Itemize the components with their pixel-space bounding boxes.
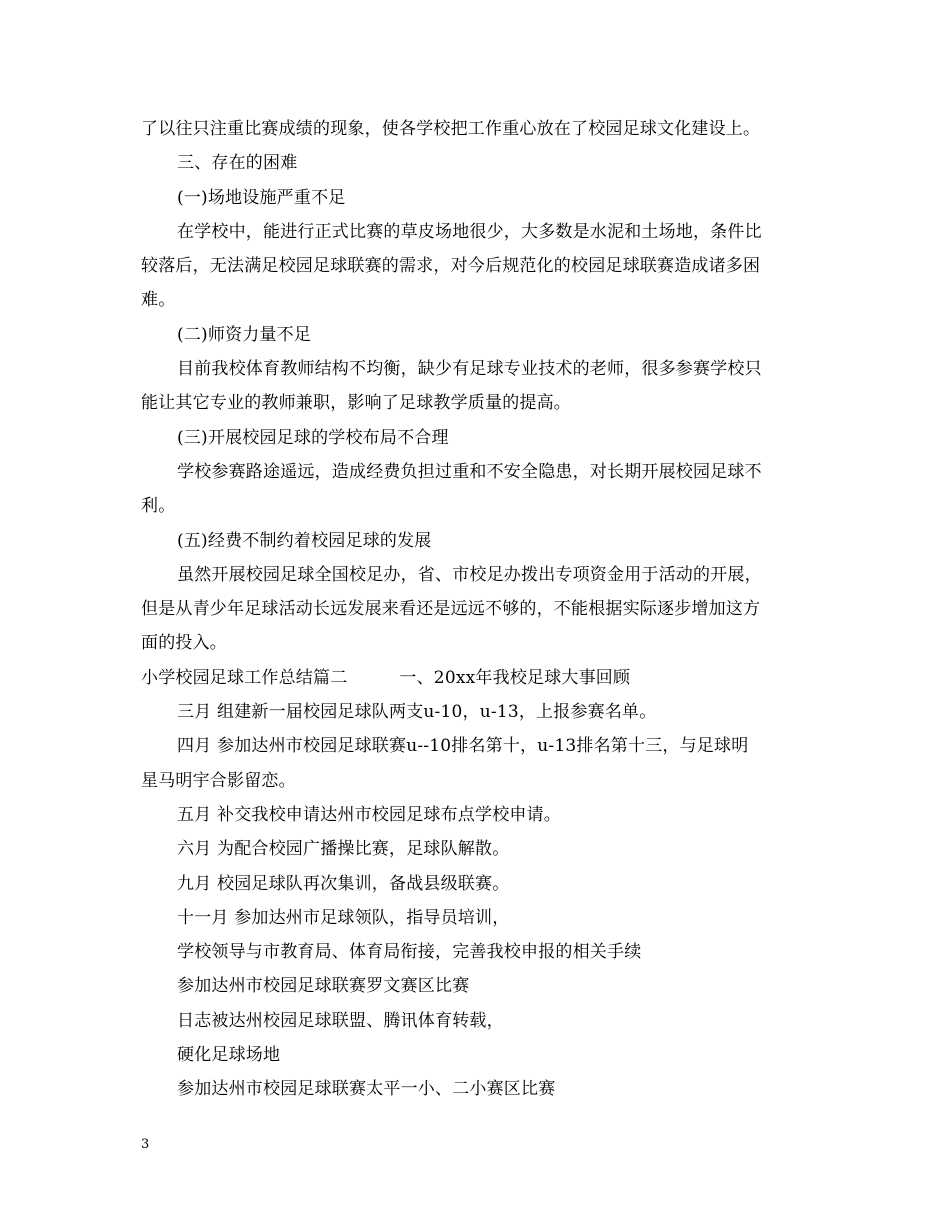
article-subtitle: 一、20xx年我校足球大事回顾 [399, 667, 631, 688]
subsection-heading: (三)开展校园足球的学校布局不合理 [177, 427, 449, 448]
text-line: 难。 [141, 290, 176, 311]
text-line: 较落后，无法满足校园足球联赛的需求，对今后规范化的校园足球联赛造成诸多困 [141, 256, 761, 277]
text-line: 学校参赛路途遥远，造成经费负担过重和不安全隐患，对长期开展校园足球不 [177, 461, 762, 482]
subsection-heading: (五)经费不制约着校园足球的发展 [177, 530, 432, 551]
timeline-item: 参加达州市校园足球联赛太平一小、二小赛区比赛 [177, 1079, 556, 1100]
article-heading-line [141, 661, 813, 695]
timeline-item: 三月 组建新一届校园足球队两支u-10，u-13，上报参赛名单。 [177, 702, 657, 723]
text-line: 在学校中，能进行正式比赛的草皮场地很少，大多数是水泥和土场地，条件比 [177, 221, 762, 242]
text-line: 星马明宇合影留恋。 [141, 770, 296, 791]
timeline-item: 十一月 参加达州市足球领队，指导员培训， [177, 907, 510, 928]
timeline-item: 学校领导与市教育局、体育局衔接，完善我校申报的相关手续 [177, 942, 642, 963]
timeline-item: 参加达州市校园足球联赛罗文赛区比赛 [177, 976, 470, 997]
text-line: 利。 [141, 496, 176, 517]
subsection-heading: (一)场地设施严重不足 [177, 187, 346, 208]
timeline-item: 四月 参加达州市校园足球联赛u--10排名第十，u-13排名第十三，与足球明 [177, 736, 749, 757]
subsection-heading: (二)师资力量不足 [177, 324, 312, 345]
section-heading: 三、存在的困难 [177, 153, 298, 174]
timeline-item: 五月 补交我校申请达州市校园足球布点学校申请。 [177, 804, 562, 825]
text-line: 但是从青少年足球活动长远发展来看还是远远不够的，不能根据实际逐步增加这方 [141, 599, 761, 620]
timeline-item: 九月 校园足球队再次集训，备战县级联赛。 [177, 873, 510, 894]
timeline-item: 六月 为配合校园广播操比赛，足球队解散。 [177, 839, 510, 860]
text-line: 了以往只注重比赛成绩的现象，使各学校把工作重心放在了校园足球文化建设上。 [141, 119, 761, 139]
timeline-item: 日志被达州校园足球联盟、腾讯体育转载， [177, 1010, 504, 1031]
body-text [141, 112, 813, 1107]
article-title: 小学校园足球工作总结篇二 [141, 667, 348, 688]
text-line: 面的投入。 [141, 633, 227, 654]
text-line: 能让其它专业的教师兼职，影响了足球教学质量的提高。 [141, 393, 571, 414]
text-line: 目前我校体育教师结构不均衡，缺少有足球专业技术的老师，很多参赛学校只 [177, 359, 762, 380]
page-number: 3 [141, 1137, 150, 1152]
text-line: 虽然开展校园足球全国校足办，省、市校足办拨出专项资金用于活动的开展， [177, 564, 762, 585]
timeline-item: 硬化足球场地 [177, 1045, 281, 1066]
